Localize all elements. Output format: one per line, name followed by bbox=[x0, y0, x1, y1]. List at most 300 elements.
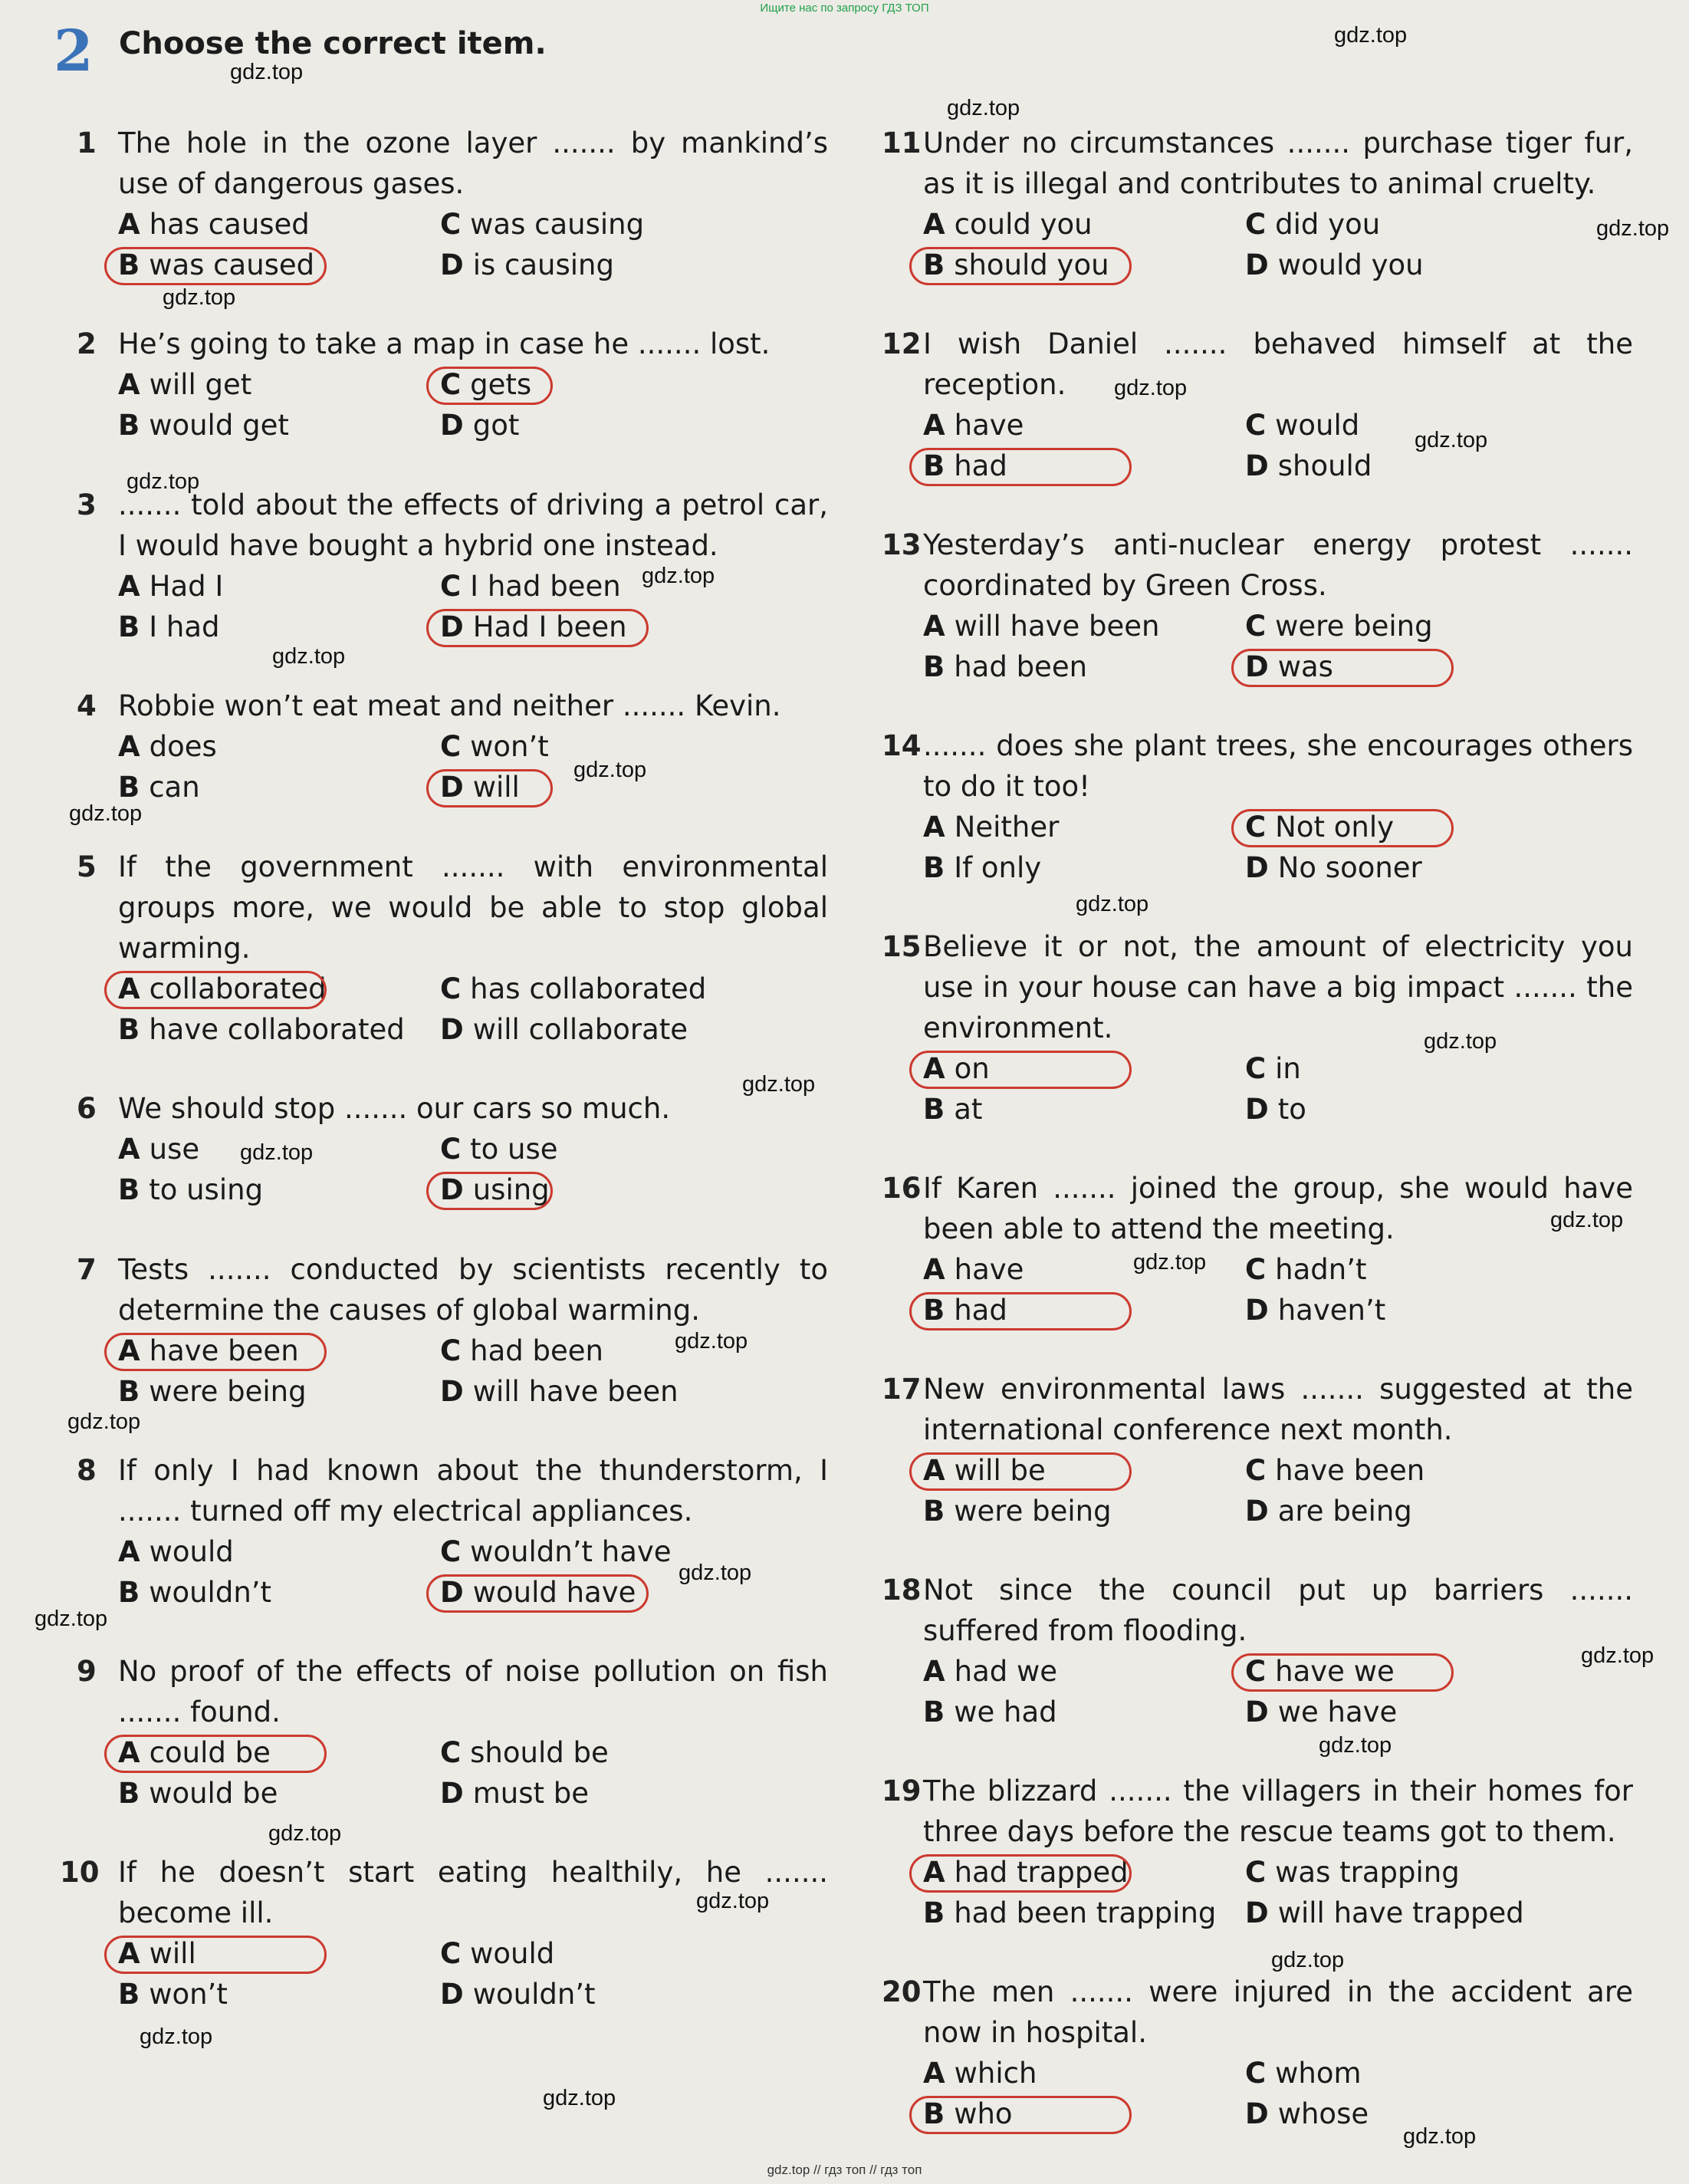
option-text: to bbox=[1277, 1093, 1306, 1126]
option-c[interactable] bbox=[440, 566, 828, 607]
watermark: gdz.top bbox=[69, 801, 143, 826]
option-letter: C bbox=[1245, 811, 1267, 844]
option-text: which bbox=[954, 2057, 1037, 2090]
question-number: 1 bbox=[77, 127, 97, 160]
question-number: 6 bbox=[77, 1092, 97, 1125]
options bbox=[923, 1450, 1633, 1531]
option-a[interactable] bbox=[923, 2053, 1245, 2094]
option-text: wouldn’t have bbox=[470, 1535, 672, 1568]
option-text: can bbox=[149, 771, 200, 804]
option-letter: C bbox=[440, 972, 462, 1005]
options bbox=[923, 1249, 1633, 1330]
option-letter: D bbox=[440, 248, 464, 281]
right-column bbox=[882, 123, 1633, 2172]
option-text: has caused bbox=[149, 208, 310, 241]
option-letter: A bbox=[923, 1655, 945, 1688]
option-a[interactable] bbox=[118, 1531, 440, 1572]
option-text: whom bbox=[1275, 2057, 1362, 2090]
options bbox=[118, 1129, 828, 1210]
option-letter: B bbox=[118, 248, 140, 281]
watermark: gdz.top bbox=[1415, 428, 1488, 452]
option-letter: A bbox=[923, 2057, 945, 2090]
question-2 bbox=[77, 324, 828, 485]
option-letter: C bbox=[440, 570, 462, 603]
option-a[interactable] bbox=[118, 566, 440, 607]
question-number: 7 bbox=[77, 1253, 97, 1286]
option-letter: A bbox=[923, 409, 945, 442]
option-d[interactable] bbox=[1245, 1692, 1633, 1732]
option-d[interactable] bbox=[1245, 1491, 1633, 1531]
watermark: gdz.top bbox=[67, 1409, 141, 1434]
question-text: New environmental laws ....... suggested at the international conference next month. bbox=[923, 1373, 1633, 1446]
option-b-answer-circled[interactable] bbox=[923, 245, 1245, 285]
question-number: 2 bbox=[77, 327, 97, 360]
option-text: on bbox=[954, 1052, 990, 1085]
option-a-answer-circled[interactable] bbox=[118, 1330, 440, 1371]
option-text: was caused bbox=[149, 248, 315, 281]
option-letter: B bbox=[118, 610, 140, 643]
option-c[interactable] bbox=[1245, 2053, 1633, 2094]
option-letter: C bbox=[440, 1937, 462, 1970]
watermark: gdz.top bbox=[163, 285, 236, 310]
question-text: Yesterday’s anti-nuclear energy protest ....... coordinated by Green Cross. bbox=[923, 528, 1633, 602]
option-text: we have bbox=[1277, 1696, 1398, 1728]
exercise-number: 2 bbox=[54, 18, 94, 84]
option-letter: A bbox=[118, 1736, 140, 1769]
question-text: Not since the council put up barriers ....... suffered from flooding. bbox=[923, 1574, 1633, 1647]
watermark: gdz.top bbox=[230, 60, 304, 84]
option-c-answer-circled[interactable] bbox=[1245, 807, 1633, 847]
question-number: 8 bbox=[77, 1454, 97, 1487]
options bbox=[923, 1852, 1633, 1933]
option-b[interactable] bbox=[923, 1491, 1245, 1531]
option-text: were being bbox=[1275, 610, 1433, 643]
option-d-answer-circled[interactable] bbox=[440, 607, 828, 647]
option-d[interactable] bbox=[1245, 1089, 1633, 1130]
option-letter: B bbox=[923, 1896, 945, 1929]
question-text: If the government ....... with environmental groups more, we would be able to stop global warming. bbox=[118, 850, 828, 965]
option-d[interactable] bbox=[440, 1974, 828, 2015]
option-letter: C bbox=[1245, 2057, 1267, 2090]
question-number: 17 bbox=[882, 1373, 922, 1406]
option-letter: A bbox=[923, 811, 945, 844]
option-letter: A bbox=[923, 610, 945, 643]
watermark: gdz.top bbox=[1550, 1208, 1624, 1232]
question-text: If Karen ....... joined the group, she would have been able to attend the meeting. bbox=[923, 1172, 1633, 1245]
option-text: did you bbox=[1275, 208, 1381, 241]
options bbox=[118, 969, 828, 1050]
option-text: have been bbox=[1275, 1454, 1425, 1487]
option-a[interactable] bbox=[118, 364, 440, 405]
option-letter: B bbox=[118, 771, 140, 804]
option-letter: A bbox=[923, 1253, 945, 1286]
option-text: will have been bbox=[954, 610, 1160, 643]
option-b[interactable] bbox=[118, 1773, 440, 1814]
option-letter: B bbox=[923, 1696, 945, 1728]
option-text: were being bbox=[149, 1375, 307, 1408]
option-letter: B bbox=[118, 1375, 140, 1408]
option-letter: D bbox=[1245, 1093, 1269, 1126]
option-letter: C bbox=[1245, 208, 1267, 241]
watermark: gdz.top bbox=[679, 1561, 752, 1585]
option-letter: A bbox=[118, 730, 140, 763]
option-letter: D bbox=[1245, 1696, 1269, 1728]
option-text: gets bbox=[470, 368, 532, 401]
option-text: would get bbox=[149, 409, 289, 442]
option-text: must be bbox=[472, 1777, 590, 1810]
option-letter: D bbox=[440, 1978, 464, 2011]
option-letter: D bbox=[440, 1013, 464, 1046]
question-text: We should stop ....... our cars so much. bbox=[118, 1092, 671, 1125]
option-letter: C bbox=[440, 1133, 462, 1166]
option-text: got bbox=[472, 409, 520, 442]
option-b[interactable] bbox=[118, 1169, 440, 1210]
question-6 bbox=[77, 1088, 828, 1249]
option-c[interactable] bbox=[1245, 1450, 1633, 1491]
option-text: Not only bbox=[1275, 811, 1395, 844]
option-text: using bbox=[472, 1173, 550, 1206]
question-10 bbox=[60, 1852, 828, 2053]
option-letter: B bbox=[118, 1013, 140, 1046]
option-text: have been bbox=[149, 1334, 299, 1367]
option-text: have collaborated bbox=[149, 1013, 405, 1046]
option-b-answer-circled[interactable] bbox=[118, 245, 440, 285]
option-letter: B bbox=[923, 650, 945, 683]
option-text: was trapping bbox=[1275, 1856, 1460, 1889]
question-text: Under no circumstances ....... purchase tiger fur, as it is illegal and contributes to animal cruelty. bbox=[923, 127, 1633, 200]
options bbox=[923, 1651, 1633, 1732]
option-c-answer-circled[interactable] bbox=[440, 364, 828, 405]
option-c[interactable] bbox=[440, 1129, 828, 1169]
option-text: Had I been bbox=[472, 610, 627, 643]
option-letter: A bbox=[118, 208, 140, 241]
watermark: gdz.top bbox=[642, 564, 715, 588]
option-a[interactable] bbox=[923, 1651, 1245, 1692]
option-text: we had bbox=[954, 1696, 1057, 1728]
option-c[interactable] bbox=[440, 1933, 828, 1974]
option-letter: B bbox=[923, 851, 945, 884]
option-d-answer-circled[interactable] bbox=[1245, 646, 1633, 687]
watermark: gdz.top bbox=[268, 1821, 342, 1846]
option-text: at bbox=[954, 1093, 983, 1126]
option-text: could be bbox=[149, 1736, 271, 1769]
question-number: 10 bbox=[60, 1856, 100, 1889]
option-text: to use bbox=[470, 1133, 558, 1166]
question-number: 13 bbox=[882, 528, 922, 561]
option-text: No sooner bbox=[1277, 851, 1422, 884]
question-18 bbox=[882, 1570, 1633, 1771]
option-text: wouldn’t bbox=[149, 1576, 272, 1609]
option-d[interactable] bbox=[1245, 245, 1633, 285]
watermark: gdz.top bbox=[127, 469, 200, 494]
option-b[interactable] bbox=[923, 1089, 1245, 1130]
option-letter: B bbox=[923, 1294, 945, 1327]
option-b-answer-circled[interactable] bbox=[923, 1290, 1245, 1330]
option-a-answer-circled[interactable] bbox=[118, 1933, 440, 1974]
option-text: will bbox=[472, 771, 520, 804]
option-text: has collaborated bbox=[470, 972, 707, 1005]
watermark: gdz.top bbox=[140, 2024, 213, 2049]
option-letter: A bbox=[923, 208, 945, 241]
watermark: gdz.top bbox=[1114, 376, 1188, 400]
option-b-answer-circled[interactable] bbox=[923, 2094, 1245, 2134]
option-a-answer-circled[interactable] bbox=[923, 1852, 1245, 1893]
option-d-answer-circled[interactable] bbox=[440, 1169, 828, 1210]
question-text: Believe it or not, the amount of electricity you use in your house can have a big impact ....... the environment. bbox=[923, 930, 1633, 1044]
options bbox=[118, 1933, 828, 2015]
option-letter: D bbox=[440, 1576, 464, 1609]
question-19 bbox=[882, 1771, 1633, 1972]
option-b-answer-circled[interactable] bbox=[923, 446, 1245, 486]
option-text: had trapped bbox=[954, 1856, 1129, 1889]
option-text: will be bbox=[954, 1454, 1046, 1487]
watermark: gdz.top bbox=[1076, 892, 1149, 916]
option-d[interactable] bbox=[1245, 847, 1633, 888]
option-letter: D bbox=[1245, 2097, 1269, 2130]
bottom-note: gdz.top // гдз топ // гдз топ bbox=[767, 2163, 922, 2177]
question-number: 3 bbox=[77, 488, 97, 521]
question-text: If only I had known about the thunderstorm, I ....... turned off my electrical appliances. bbox=[118, 1454, 828, 1528]
option-text: whose bbox=[1277, 2097, 1369, 2130]
option-a-answer-circled[interactable] bbox=[118, 1732, 440, 1773]
option-text: would bbox=[1275, 409, 1360, 442]
watermark: gdz.top bbox=[573, 758, 647, 782]
option-letter: C bbox=[1245, 1655, 1267, 1688]
option-c-answer-circled[interactable] bbox=[1245, 1651, 1633, 1692]
option-text: won’t bbox=[149, 1978, 228, 2011]
option-text: should be bbox=[470, 1736, 609, 1769]
option-letter: B bbox=[118, 1777, 140, 1810]
question-4 bbox=[77, 686, 828, 847]
option-text: will have trapped bbox=[1277, 1896, 1524, 1929]
option-d[interactable] bbox=[1245, 1290, 1633, 1330]
option-letter: B bbox=[923, 2097, 945, 2130]
options bbox=[118, 364, 828, 446]
option-text: would you bbox=[1277, 248, 1424, 281]
option-text: If only bbox=[954, 851, 1042, 884]
option-b[interactable] bbox=[118, 1974, 440, 2015]
option-c[interactable] bbox=[440, 1531, 828, 1572]
option-letter: D bbox=[440, 1375, 464, 1408]
watermark: gdz.top bbox=[1581, 1643, 1654, 1668]
option-letter: D bbox=[440, 771, 464, 804]
option-c[interactable] bbox=[1245, 204, 1633, 245]
option-b[interactable] bbox=[118, 1572, 440, 1613]
option-letter: C bbox=[1245, 409, 1267, 442]
question-8 bbox=[77, 1450, 828, 1651]
watermark: gdz.top bbox=[1596, 216, 1670, 241]
option-a-answer-circled[interactable] bbox=[923, 1450, 1245, 1491]
watermark: gdz.top bbox=[1271, 1948, 1345, 1972]
option-a-answer-circled[interactable] bbox=[118, 969, 440, 1009]
options bbox=[118, 566, 828, 647]
option-letter: B bbox=[923, 449, 945, 482]
option-text: Had I bbox=[149, 570, 224, 603]
option-a[interactable] bbox=[923, 204, 1245, 245]
option-letter: D bbox=[440, 1777, 464, 1810]
option-c[interactable] bbox=[440, 1330, 828, 1371]
question-number: 11 bbox=[882, 127, 922, 160]
option-letter: A bbox=[118, 1535, 140, 1568]
option-letter: C bbox=[440, 1535, 462, 1568]
option-b[interactable] bbox=[118, 1009, 440, 1050]
question-text: He’s going to take a map in case he ....... lost. bbox=[118, 327, 771, 360]
option-letter: C bbox=[440, 208, 462, 241]
question-16 bbox=[882, 1168, 1633, 1369]
option-letter: A bbox=[923, 1454, 945, 1487]
watermark: gdz.top bbox=[1424, 1029, 1497, 1054]
option-letter: C bbox=[1245, 1253, 1267, 1286]
option-letter: C bbox=[440, 730, 462, 763]
option-text: to using bbox=[149, 1173, 264, 1206]
option-text: hadn’t bbox=[1275, 1253, 1367, 1286]
question-13 bbox=[882, 525, 1633, 725]
option-b[interactable] bbox=[923, 1893, 1245, 1933]
option-letter: D bbox=[440, 1173, 464, 1206]
option-text: would bbox=[470, 1937, 555, 1970]
option-letter: B bbox=[923, 1093, 945, 1126]
option-b[interactable] bbox=[923, 1692, 1245, 1732]
question-text: The men ....... were injured in the accident are now in hospital. bbox=[923, 1975, 1633, 2049]
option-letter: A bbox=[118, 972, 140, 1005]
option-text: I had bbox=[149, 610, 220, 643]
question-12 bbox=[882, 324, 1633, 525]
option-text: will have been bbox=[472, 1375, 679, 1408]
option-text: would bbox=[149, 1535, 234, 1568]
option-text: Neither bbox=[954, 811, 1060, 844]
option-letter: C bbox=[1245, 610, 1267, 643]
option-c[interactable] bbox=[440, 969, 828, 1009]
option-letter: C bbox=[1245, 1856, 1267, 1889]
option-b[interactable] bbox=[118, 607, 440, 647]
option-text: are being bbox=[1277, 1495, 1412, 1528]
option-b[interactable] bbox=[118, 767, 440, 807]
option-letter: B bbox=[118, 1978, 140, 2011]
option-letter: C bbox=[1245, 1454, 1267, 1487]
option-text: had been bbox=[954, 650, 1088, 683]
option-text: should you bbox=[954, 248, 1109, 281]
option-d[interactable] bbox=[440, 405, 828, 446]
exercise-title: Choose the correct item. bbox=[119, 26, 547, 61]
option-text: were being bbox=[954, 1495, 1112, 1528]
option-c[interactable] bbox=[1245, 1852, 1633, 1893]
watermark: gdz.top bbox=[1334, 23, 1408, 48]
option-letter: A bbox=[118, 1937, 140, 1970]
option-a[interactable] bbox=[118, 726, 440, 767]
option-letter: D bbox=[1245, 1294, 1269, 1327]
question-14 bbox=[882, 725, 1633, 926]
option-letter: A bbox=[923, 1052, 945, 1085]
option-c[interactable] bbox=[1245, 1249, 1633, 1290]
question-text: Robbie won’t eat meat and neither ....... Kevin. bbox=[118, 689, 781, 722]
watermark: gdz.top bbox=[1133, 1250, 1207, 1275]
option-text: in bbox=[1275, 1052, 1301, 1085]
watermark: gdz.top bbox=[543, 2086, 616, 2110]
options bbox=[923, 1048, 1633, 1130]
watermark: gdz.top bbox=[742, 1072, 816, 1097]
option-text: haven’t bbox=[1277, 1294, 1386, 1327]
option-letter: D bbox=[1245, 851, 1269, 884]
option-a[interactable] bbox=[118, 204, 440, 245]
question-text: The blizzard ....... the villagers in their homes for three days before the rescue teams got to them. bbox=[923, 1774, 1633, 1848]
option-d[interactable] bbox=[440, 245, 828, 285]
option-a[interactable] bbox=[923, 405, 1245, 446]
options bbox=[118, 726, 828, 807]
question-text: If he doesn’t start eating healthily, he ....... become ill. bbox=[118, 1856, 828, 1929]
option-text: was bbox=[1277, 650, 1333, 683]
option-text: have bbox=[954, 1253, 1024, 1286]
watermark: gdz.top bbox=[35, 1607, 108, 1631]
option-text: was causing bbox=[470, 208, 645, 241]
option-c[interactable] bbox=[1245, 606, 1633, 646]
option-letter: C bbox=[440, 1736, 462, 1769]
option-text: had been bbox=[470, 1334, 603, 1367]
option-letter: D bbox=[1245, 650, 1269, 683]
question-5 bbox=[77, 847, 828, 1088]
option-text: collaborated bbox=[149, 972, 327, 1005]
option-d[interactable] bbox=[1245, 1893, 1633, 1933]
question-number: 16 bbox=[882, 1172, 922, 1205]
option-d[interactable] bbox=[440, 1371, 828, 1412]
option-text: will collaborate bbox=[472, 1013, 688, 1046]
option-b[interactable] bbox=[923, 646, 1245, 687]
question-number: 19 bbox=[882, 1774, 922, 1807]
option-text: would be bbox=[149, 1777, 278, 1810]
option-a[interactable] bbox=[923, 807, 1245, 847]
options bbox=[923, 204, 1633, 285]
watermark: gdz.top bbox=[675, 1329, 748, 1353]
option-text: does bbox=[149, 730, 217, 763]
option-letter: C bbox=[440, 368, 462, 401]
question-text: The hole in the ozone layer ....... by mankind’s use of dangerous gases. bbox=[118, 127, 828, 200]
option-d-answer-circled[interactable] bbox=[440, 1572, 828, 1613]
options bbox=[923, 606, 1633, 687]
question-number: 9 bbox=[77, 1655, 97, 1688]
watermark: gdz.top bbox=[696, 1889, 770, 1913]
option-letter: D bbox=[440, 409, 464, 442]
question-text: I wish Daniel ....... behaved himself at the reception. bbox=[923, 327, 1633, 401]
question-number: 12 bbox=[882, 327, 922, 360]
option-a-answer-circled[interactable] bbox=[923, 1048, 1245, 1089]
option-b[interactable] bbox=[118, 405, 440, 446]
option-a[interactable] bbox=[923, 606, 1245, 646]
question-15 bbox=[882, 926, 1633, 1168]
option-letter: C bbox=[1245, 1052, 1267, 1085]
question-11 bbox=[882, 123, 1633, 324]
option-letter: D bbox=[1245, 1495, 1269, 1528]
options bbox=[923, 807, 1633, 888]
option-d[interactable] bbox=[440, 1009, 828, 1050]
option-letter: B bbox=[118, 1173, 140, 1206]
option-c[interactable] bbox=[440, 1732, 828, 1773]
option-c[interactable] bbox=[440, 204, 828, 245]
question-number: 14 bbox=[882, 729, 922, 762]
option-text: have bbox=[954, 409, 1024, 442]
question-number: 15 bbox=[882, 930, 922, 963]
watermark: gdz.top bbox=[240, 1140, 314, 1165]
option-text: won’t bbox=[470, 730, 549, 763]
option-b[interactable] bbox=[923, 847, 1245, 888]
options bbox=[118, 1732, 828, 1814]
option-d[interactable] bbox=[440, 1773, 828, 1814]
options bbox=[923, 405, 1633, 486]
watermark: gdz.top bbox=[1319, 1733, 1392, 1758]
option-letter: A bbox=[118, 368, 140, 401]
option-letter: A bbox=[118, 1133, 140, 1166]
option-letter: C bbox=[440, 1334, 462, 1367]
option-b[interactable] bbox=[118, 1371, 440, 1412]
watermark: gdz.top bbox=[947, 96, 1020, 120]
